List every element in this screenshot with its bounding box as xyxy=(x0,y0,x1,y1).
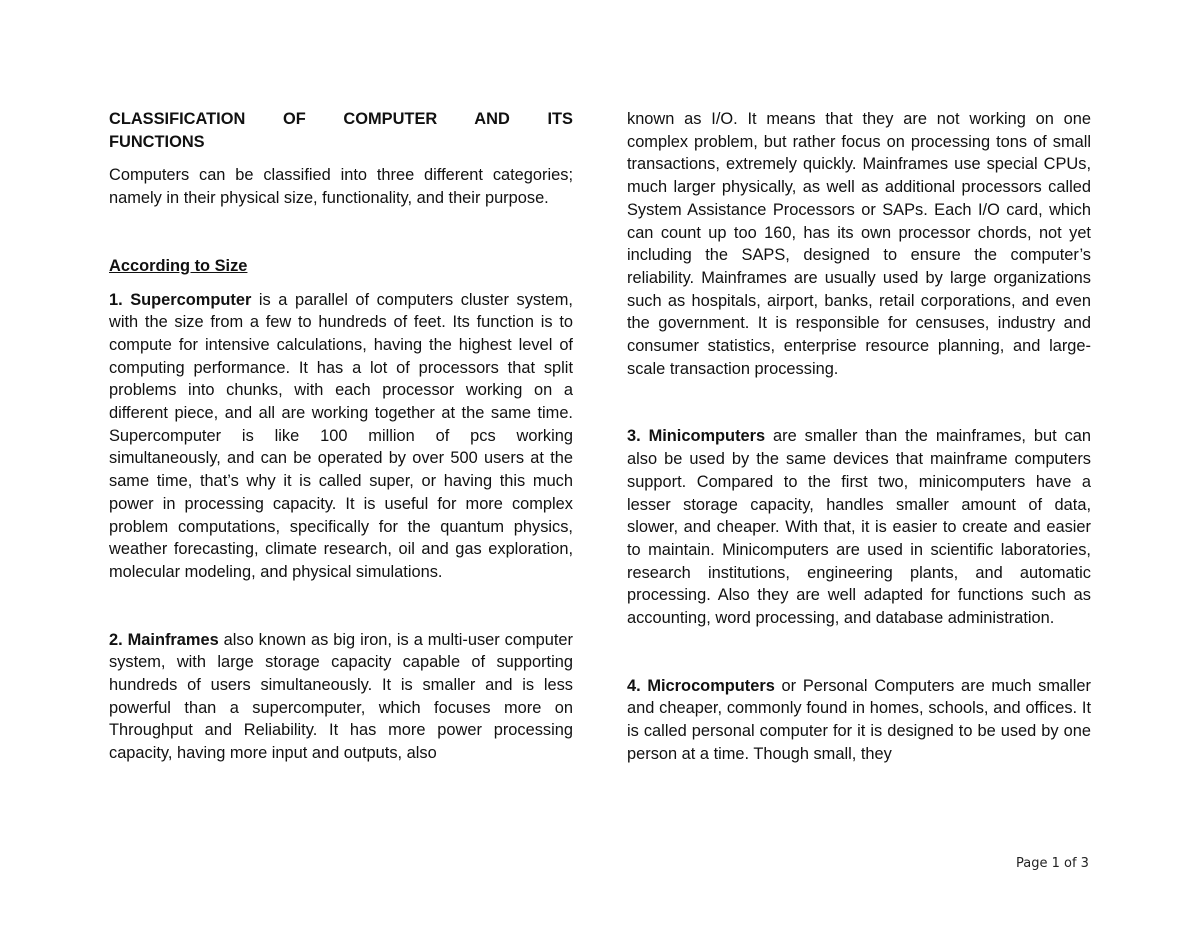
page-number: Page 1 of 3 xyxy=(1016,856,1089,871)
title-line-2: FUNCTIONS xyxy=(109,132,205,151)
left-column xyxy=(109,108,573,765)
supercomputer-paragraph xyxy=(109,289,573,584)
title-line-1: CLASSIFICATION OF COMPUTER AND ITS xyxy=(109,110,573,128)
mainframes-continued-paragraph: known as I/O. It means that they are not working on one complex problem, but rather focus on processing tons of small transactions, extremely quickly. Mainframes use special CPUs, much larger physically, as well as additional processors called System Assistance Processors or SAPs. Each I/O card, which can count up too 160, has its own processor chords, not yet including the SAPS, designed to ensure the computer’s reliability. Mainframes are usually used by large organizations such as hospitals, airport, banks, retail corporations, and even the government. It is responsible for censuses, industry and consumer statistics, enterprise resource planning, and large-scale transaction processing. xyxy=(627,110,1091,378)
minicomputers-paragraph xyxy=(627,425,1091,629)
right-column xyxy=(627,108,1091,766)
section-heading-size: According to Size xyxy=(109,256,248,275)
supercomputer-text: is a parallel of computers cluster system, with the size from a few to hundreds of feet. Its function is to compute for intensive calculations, having the highest level of computing performance. It has a lot of processors that split problems into chunks, with each processor working on a different piece, and all are working together at the same time. Supercomputer is like 100 million of pcs working simultaneously, and can be operated by over 500 users at the same time, that’s why it is called super, or having this much power in processing capacity. It is useful for more complex problem computations, specifically for the quantum physics, weather forecasting, climate research, oil and gas exploration, molecular modeling, and physical simulations. xyxy=(109,290,573,581)
minicomputers-label: 3. Minicomputers xyxy=(627,427,766,446)
document-title xyxy=(109,108,573,153)
mainframes-label: 2. Mainframes xyxy=(109,630,219,649)
supercomputer-label: 1. Supercomputer xyxy=(109,290,252,309)
mainframes-text: also known as big iron, is a multi-user computer system, with large storage capacity capable of supporting hundreds of users simultaneously. It is smaller and is less powerful than a supercomputer, which focuses more on Throughput and Reliability. It has more power processing capacity, having more input and outputs, also xyxy=(109,630,573,763)
microcomputers-paragraph xyxy=(627,675,1091,766)
mainframes-paragraph xyxy=(109,629,573,765)
minicomputers-text: are smaller than the mainframes, but can also be used by the same devices that mainframe computers support. Compared to the first two, minicomputers have a lesser storage capacity, handles smaller amount of data, slower, and cheaper. With that, it is easier to create and easier to maintain. Minicomputers are used in scientific laboratories, research institutions, engineering plants, and automatic processing. Also they are well adapted for functions such as accounting, word processing, and database administration. xyxy=(627,427,1091,628)
microcomputers-label: 4. Microcomputers xyxy=(627,676,775,695)
intro-paragraph: Computers can be classified into three different categories; namely in their physical size, functionality, and their purpose. xyxy=(109,166,573,208)
microcomputers-text: or Personal Computers are much smaller and cheaper, commonly found in homes, schools, and offices. It is called personal computer for it is designed to be used by one person at a time. Though small, they xyxy=(627,676,1092,763)
